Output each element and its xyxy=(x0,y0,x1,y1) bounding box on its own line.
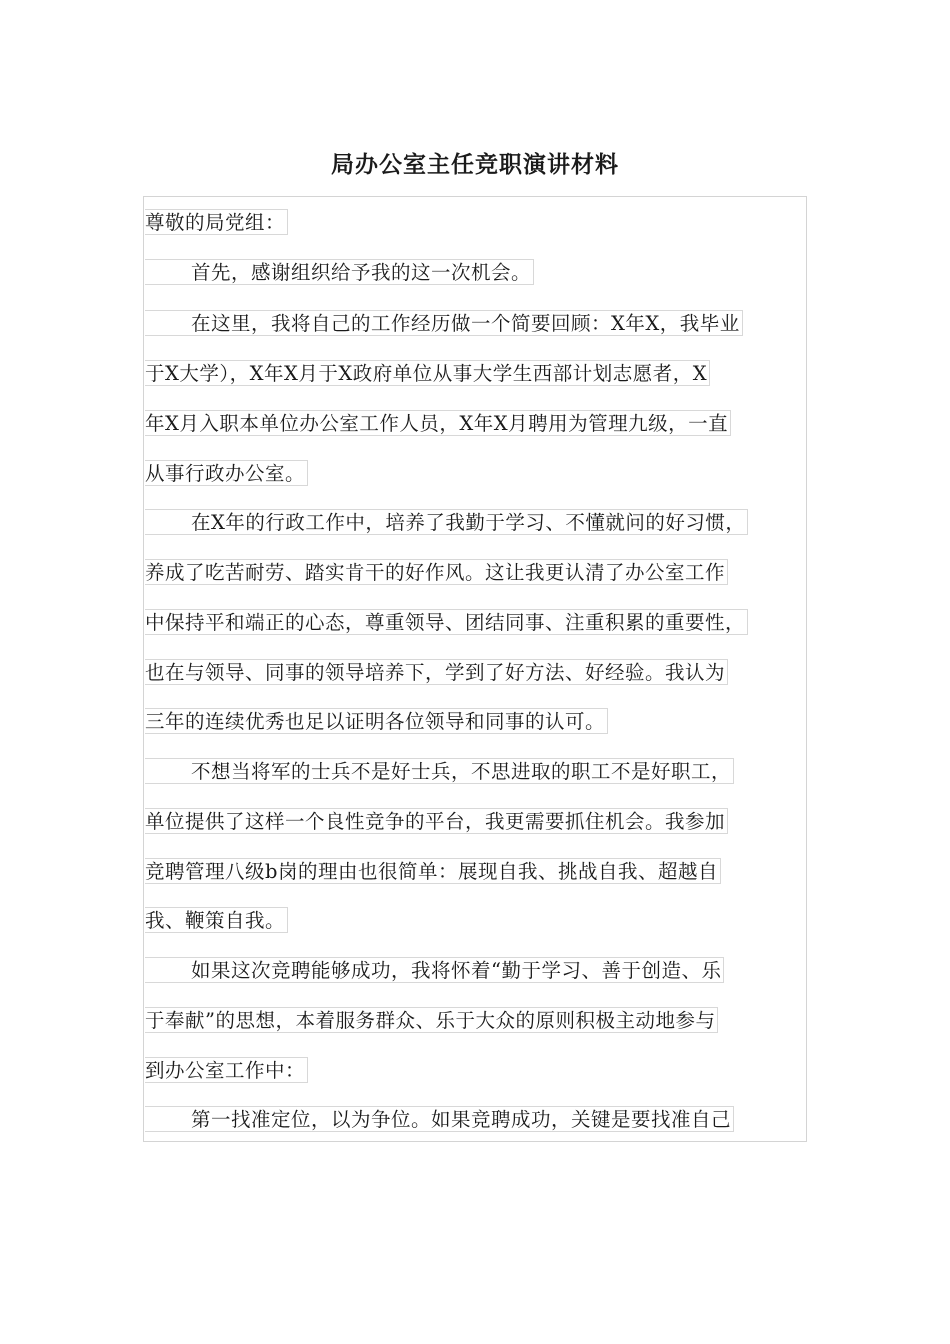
text-line: 尊敬的局党组： xyxy=(145,209,288,235)
text-line: 从事行政办公室。 xyxy=(145,460,308,486)
text-line: 我、鞭策自我。 xyxy=(145,907,288,933)
text-line: 单位提供了这样一个良性竞争的平台，我更需要抓住机会。我参加 xyxy=(145,808,728,834)
text-line: 首先，感谢组织给予我的这一次机会。 xyxy=(145,259,534,285)
text-line: 不想当将军的士兵不是好士兵，不思进取的职工不是好职工， xyxy=(145,758,734,784)
text-line: 竞聘管理八级b岗的理由也很简单：展现自我、挑战自我、超越自 xyxy=(145,858,721,884)
text-line: 到办公室工作中： xyxy=(145,1057,308,1083)
document-title: 局办公室主任竞职演讲材料 xyxy=(331,152,619,178)
text-line: 于X大学），X年X月于X政府单位从事大学生西部计划志愿者，X xyxy=(145,360,710,386)
text-line: 如果这次竞聘能够成功，我将怀着“勤于学习、善于创造、乐 xyxy=(145,957,724,983)
text-line: 中保持平和端正的心态，尊重领导、团结同事、注重积累的重要性， xyxy=(145,609,748,635)
text-line: 第一找准定位，以为争位。如果竞聘成功，关键是要找准自己 xyxy=(145,1106,734,1132)
text-line: 也在与领导、同事的领导培养下，学到了好方法、好经验。我认为 xyxy=(145,659,728,685)
text-line: 三年的连续优秀也足以证明各位领导和同事的认可。 xyxy=(145,708,608,734)
text-line: 年X月入职本单位办公室工作人员，X年X月聘用为管理九级，一直 xyxy=(145,410,731,436)
text-line: 在这里，我将自己的工作经历做一个简要回顾：X年X，我毕业 xyxy=(145,310,743,336)
text-line: 于奉献”的思想，本着服务群众、乐于大众的原则积极主动地参与 xyxy=(145,1007,718,1033)
text-line: 在X年的行政工作中，培养了我勤于学习、不懂就问的好习惯， xyxy=(145,509,748,535)
text-line: 养成了吃苦耐劳、踏实肯干的好作风。这让我更认清了办公室工作 xyxy=(145,559,728,585)
